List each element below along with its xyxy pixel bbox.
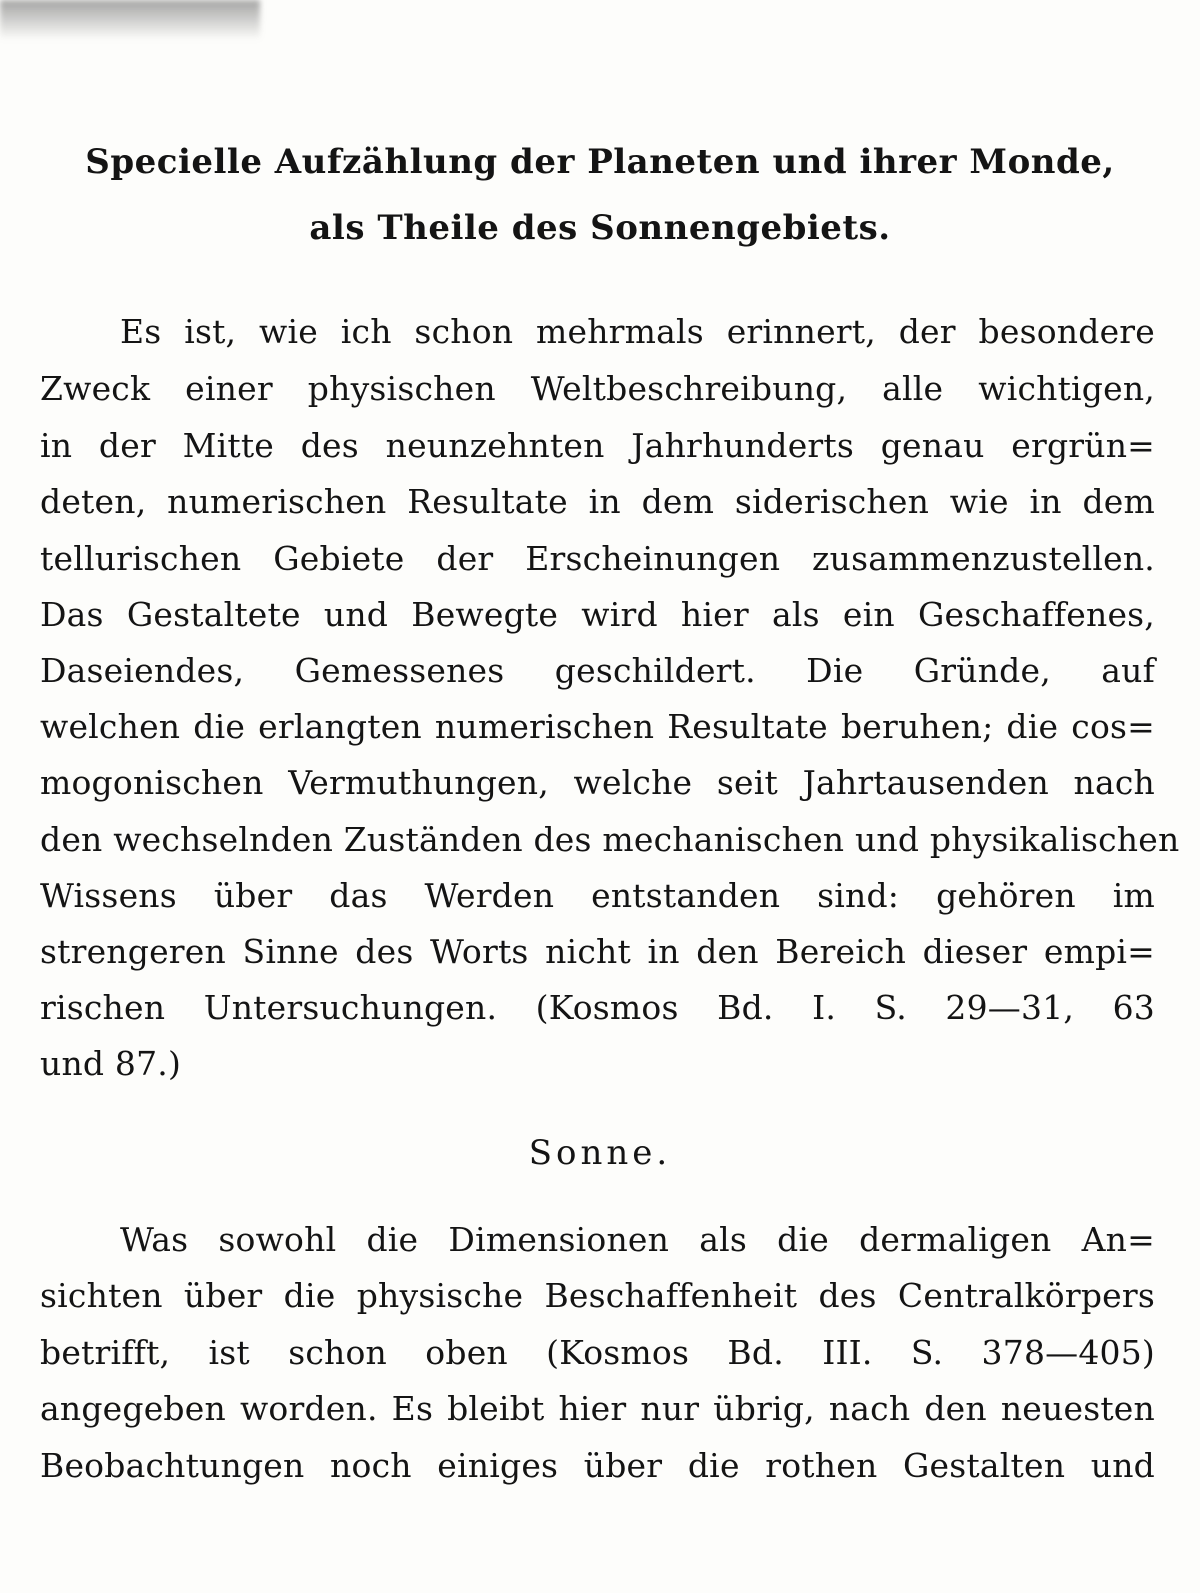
paragraph-line: Was sowohl die Dimensionen als die dermaligen An= [120, 1220, 1155, 1259]
paragraph-line: Das Gestaltete und Bewegte wird hier als ein Geschaffenes, [40, 595, 1155, 634]
paragraph-line: strengeren Sinne des Worts nicht in den Bereich dieser empi= [40, 932, 1155, 971]
paragraph-line: Wissens über das Werden entstanden sind: gehören im [40, 876, 1155, 915]
paragraph-line: Es ist, wie ich schon mehrmals erinnert, der besondere [120, 312, 1155, 351]
paragraph-line: welchen die erlangten numerischen Resultate beruhen; die cos= [40, 707, 1155, 746]
paragraph-line: den wechselnden Zuständen des mechanischen und physikalischen [40, 820, 1180, 859]
paragraph-line: deten, numerischen Resultate in dem siderischen wie in dem [40, 482, 1155, 521]
paragraph-line: Daseiendes, Gemessenes geschildert. Die Gründe, auf [40, 651, 1155, 690]
paragraph-line: Beobachtungen noch einiges über die rothen Gestalten und [40, 1446, 1155, 1485]
paragraph-line: Zweck einer physischen Weltbeschreibung, alle wichtigen, [40, 369, 1155, 408]
paragraph-line: in der Mitte des neunzehnten Jahrhunderts genau ergrün= [40, 426, 1155, 465]
paragraph-line: sichten über die physische Beschaffenheit des Centralkörpers [40, 1276, 1155, 1315]
paragraph-line: mogonischen Vermuthungen, welche seit Jahrtausenden nach [40, 763, 1155, 802]
heading-line-2: als Theile des Sonnengebiets. [309, 208, 891, 248]
heading-line-1: Specielle Aufzählung der Planeten und ihrer Monde, [85, 142, 1115, 182]
paragraph-line: betrifft, ist schon oben (Kosmos Bd. III. S. 378—405) [40, 1333, 1155, 1372]
section-title: Sonne. [528, 1133, 672, 1173]
scan-smudge [0, 0, 260, 40]
paragraph-line: tellurischen Gebiete der Erscheinungen zusammenzustellen. [40, 539, 1155, 578]
paragraph-line: und 87.) [40, 1044, 182, 1083]
paragraph-line: rischen Untersuchungen. (Kosmos Bd. I. S. 29—31, 63 [40, 988, 1155, 1027]
paragraph-line: angegeben worden. Es bleibt hier nur übrig, nach den neuesten [40, 1389, 1155, 1428]
